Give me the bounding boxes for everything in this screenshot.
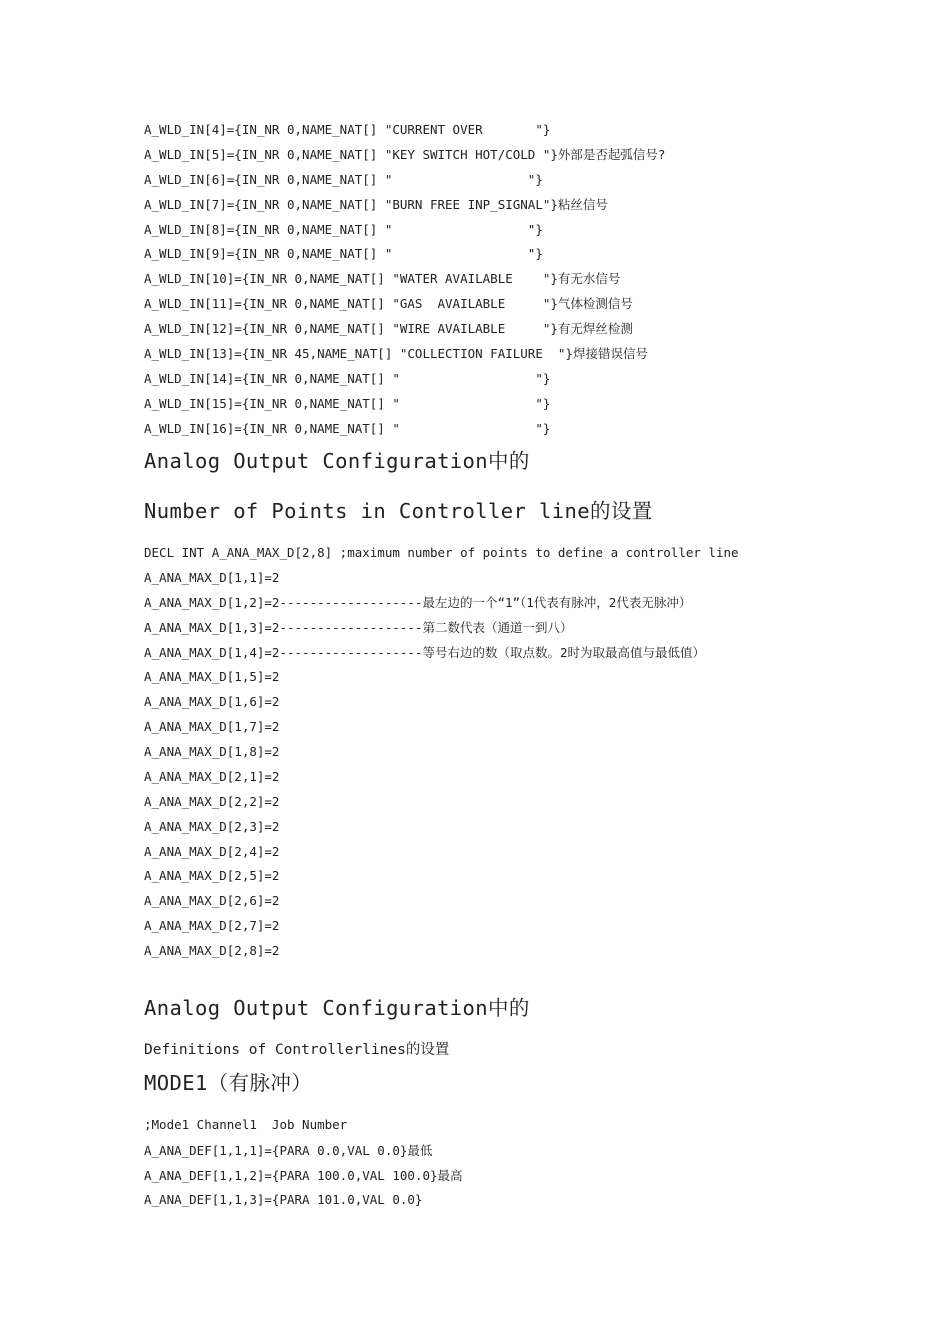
code-line: A_ANA_MAX_D[2,4]=2 bbox=[144, 844, 280, 859]
code-line: A_ANA_MAX_D[2,3]=2 bbox=[144, 819, 280, 834]
code-line: A_ANA_MAX_D[2,1]=2 bbox=[144, 769, 280, 784]
code-line: A_WLD_IN[13]={IN_NR 45,NAME_NAT[] "COLLECTION FAILURE "}焊接错误信号 bbox=[144, 346, 648, 361]
code-line: A_WLD_IN[11]={IN_NR 0,NAME_NAT[] "GAS AVAILABLE "}气体检测信号 bbox=[144, 296, 633, 311]
section-heading: Analog Output Configuration中的 bbox=[144, 449, 530, 473]
code-line: A_WLD_IN[9]={IN_NR 0,NAME_NAT[] " "} bbox=[144, 246, 543, 261]
code-line: A_ANA_MAX_D[2,5]=2 bbox=[144, 868, 280, 883]
code-line: A_ANA_MAX_D[1,8]=2 bbox=[144, 744, 280, 759]
code-line: A_ANA_MAX_D[2,2]=2 bbox=[144, 794, 280, 809]
subsection-heading: Definitions of Controllerlines的设置 bbox=[144, 1042, 450, 1058]
code-line: A_ANA_MAX_D[1,2]=2-------------------最左边的一个“1”（1代表有脉冲，2代表无脉冲） bbox=[144, 595, 692, 610]
mode-heading: MODE1（有脉冲） bbox=[144, 1071, 313, 1095]
code-line: ;Mode1 Channel1 Job Number bbox=[144, 1117, 348, 1132]
code-line: A_ANA_DEF[1,1,2]={PARA 100.0,VAL 100.0}最高 bbox=[144, 1168, 463, 1183]
code-line: A_ANA_MAX_D[2,8]=2 bbox=[144, 943, 280, 958]
code-line: A_ANA_DEF[1,1,3]={PARA 101.0,VAL 0.0} bbox=[144, 1192, 423, 1207]
code-line: A_ANA_MAX_D[2,6]=2 bbox=[144, 893, 280, 908]
code-line: A_ANA_MAX_D[1,6]=2 bbox=[144, 694, 280, 709]
code-line: A_WLD_IN[16]={IN_NR 0,NAME_NAT[] " "} bbox=[144, 421, 551, 436]
code-line: DECL INT A_ANA_MAX_D[2,8] ;maximum number of points to define a controller line bbox=[144, 545, 739, 560]
code-line: A_ANA_MAX_D[1,3]=2-------------------第二数代表（通道一到八） bbox=[144, 620, 573, 635]
code-line: A_WLD_IN[7]={IN_NR 0,NAME_NAT[] "BURN FREE INP_SIGNAL"}粘丝信号 bbox=[144, 197, 608, 212]
code-line: A_WLD_IN[15]={IN_NR 0,NAME_NAT[] " "} bbox=[144, 396, 551, 411]
code-line: A_ANA_MAX_D[1,7]=2 bbox=[144, 719, 280, 734]
code-line: A_ANA_MAX_D[1,5]=2 bbox=[144, 669, 280, 684]
code-line: A_ANA_MAX_D[2,7]=2 bbox=[144, 918, 280, 933]
code-line: A_WLD_IN[6]={IN_NR 0,NAME_NAT[] " "} bbox=[144, 172, 543, 187]
code-line: A_ANA_MAX_D[1,1]=2 bbox=[144, 570, 280, 585]
code-line: A_WLD_IN[10]={IN_NR 0,NAME_NAT[] "WATER AVAILABLE "}有无水信号 bbox=[144, 271, 621, 286]
code-line: A_WLD_IN[12]={IN_NR 0,NAME_NAT[] "WIRE AVAILABLE "}有无焊丝检测 bbox=[144, 321, 633, 336]
code-line: A_ANA_MAX_D[1,4]=2-------------------等号右边的数（取点数。2时为取最高值与最低值） bbox=[144, 645, 705, 660]
section-heading: Analog Output Configuration中的 bbox=[144, 996, 530, 1020]
code-line: A_ANA_DEF[1,1,1]={PARA 0.0,VAL 0.0}最低 bbox=[144, 1143, 433, 1158]
code-line: A_WLD_IN[14]={IN_NR 0,NAME_NAT[] " "} bbox=[144, 371, 551, 386]
code-line: A_WLD_IN[4]={IN_NR 0,NAME_NAT[] "CURRENT OVER "} bbox=[144, 122, 551, 137]
section-heading: Number of Points in Controller line的设置 bbox=[144, 499, 653, 523]
code-line: A_WLD_IN[8]={IN_NR 0,NAME_NAT[] " "} bbox=[144, 222, 543, 237]
code-line: A_WLD_IN[5]={IN_NR 0,NAME_NAT[] "KEY SWITCH HOT/COLD "}外部是否起弧信号? bbox=[144, 147, 666, 162]
